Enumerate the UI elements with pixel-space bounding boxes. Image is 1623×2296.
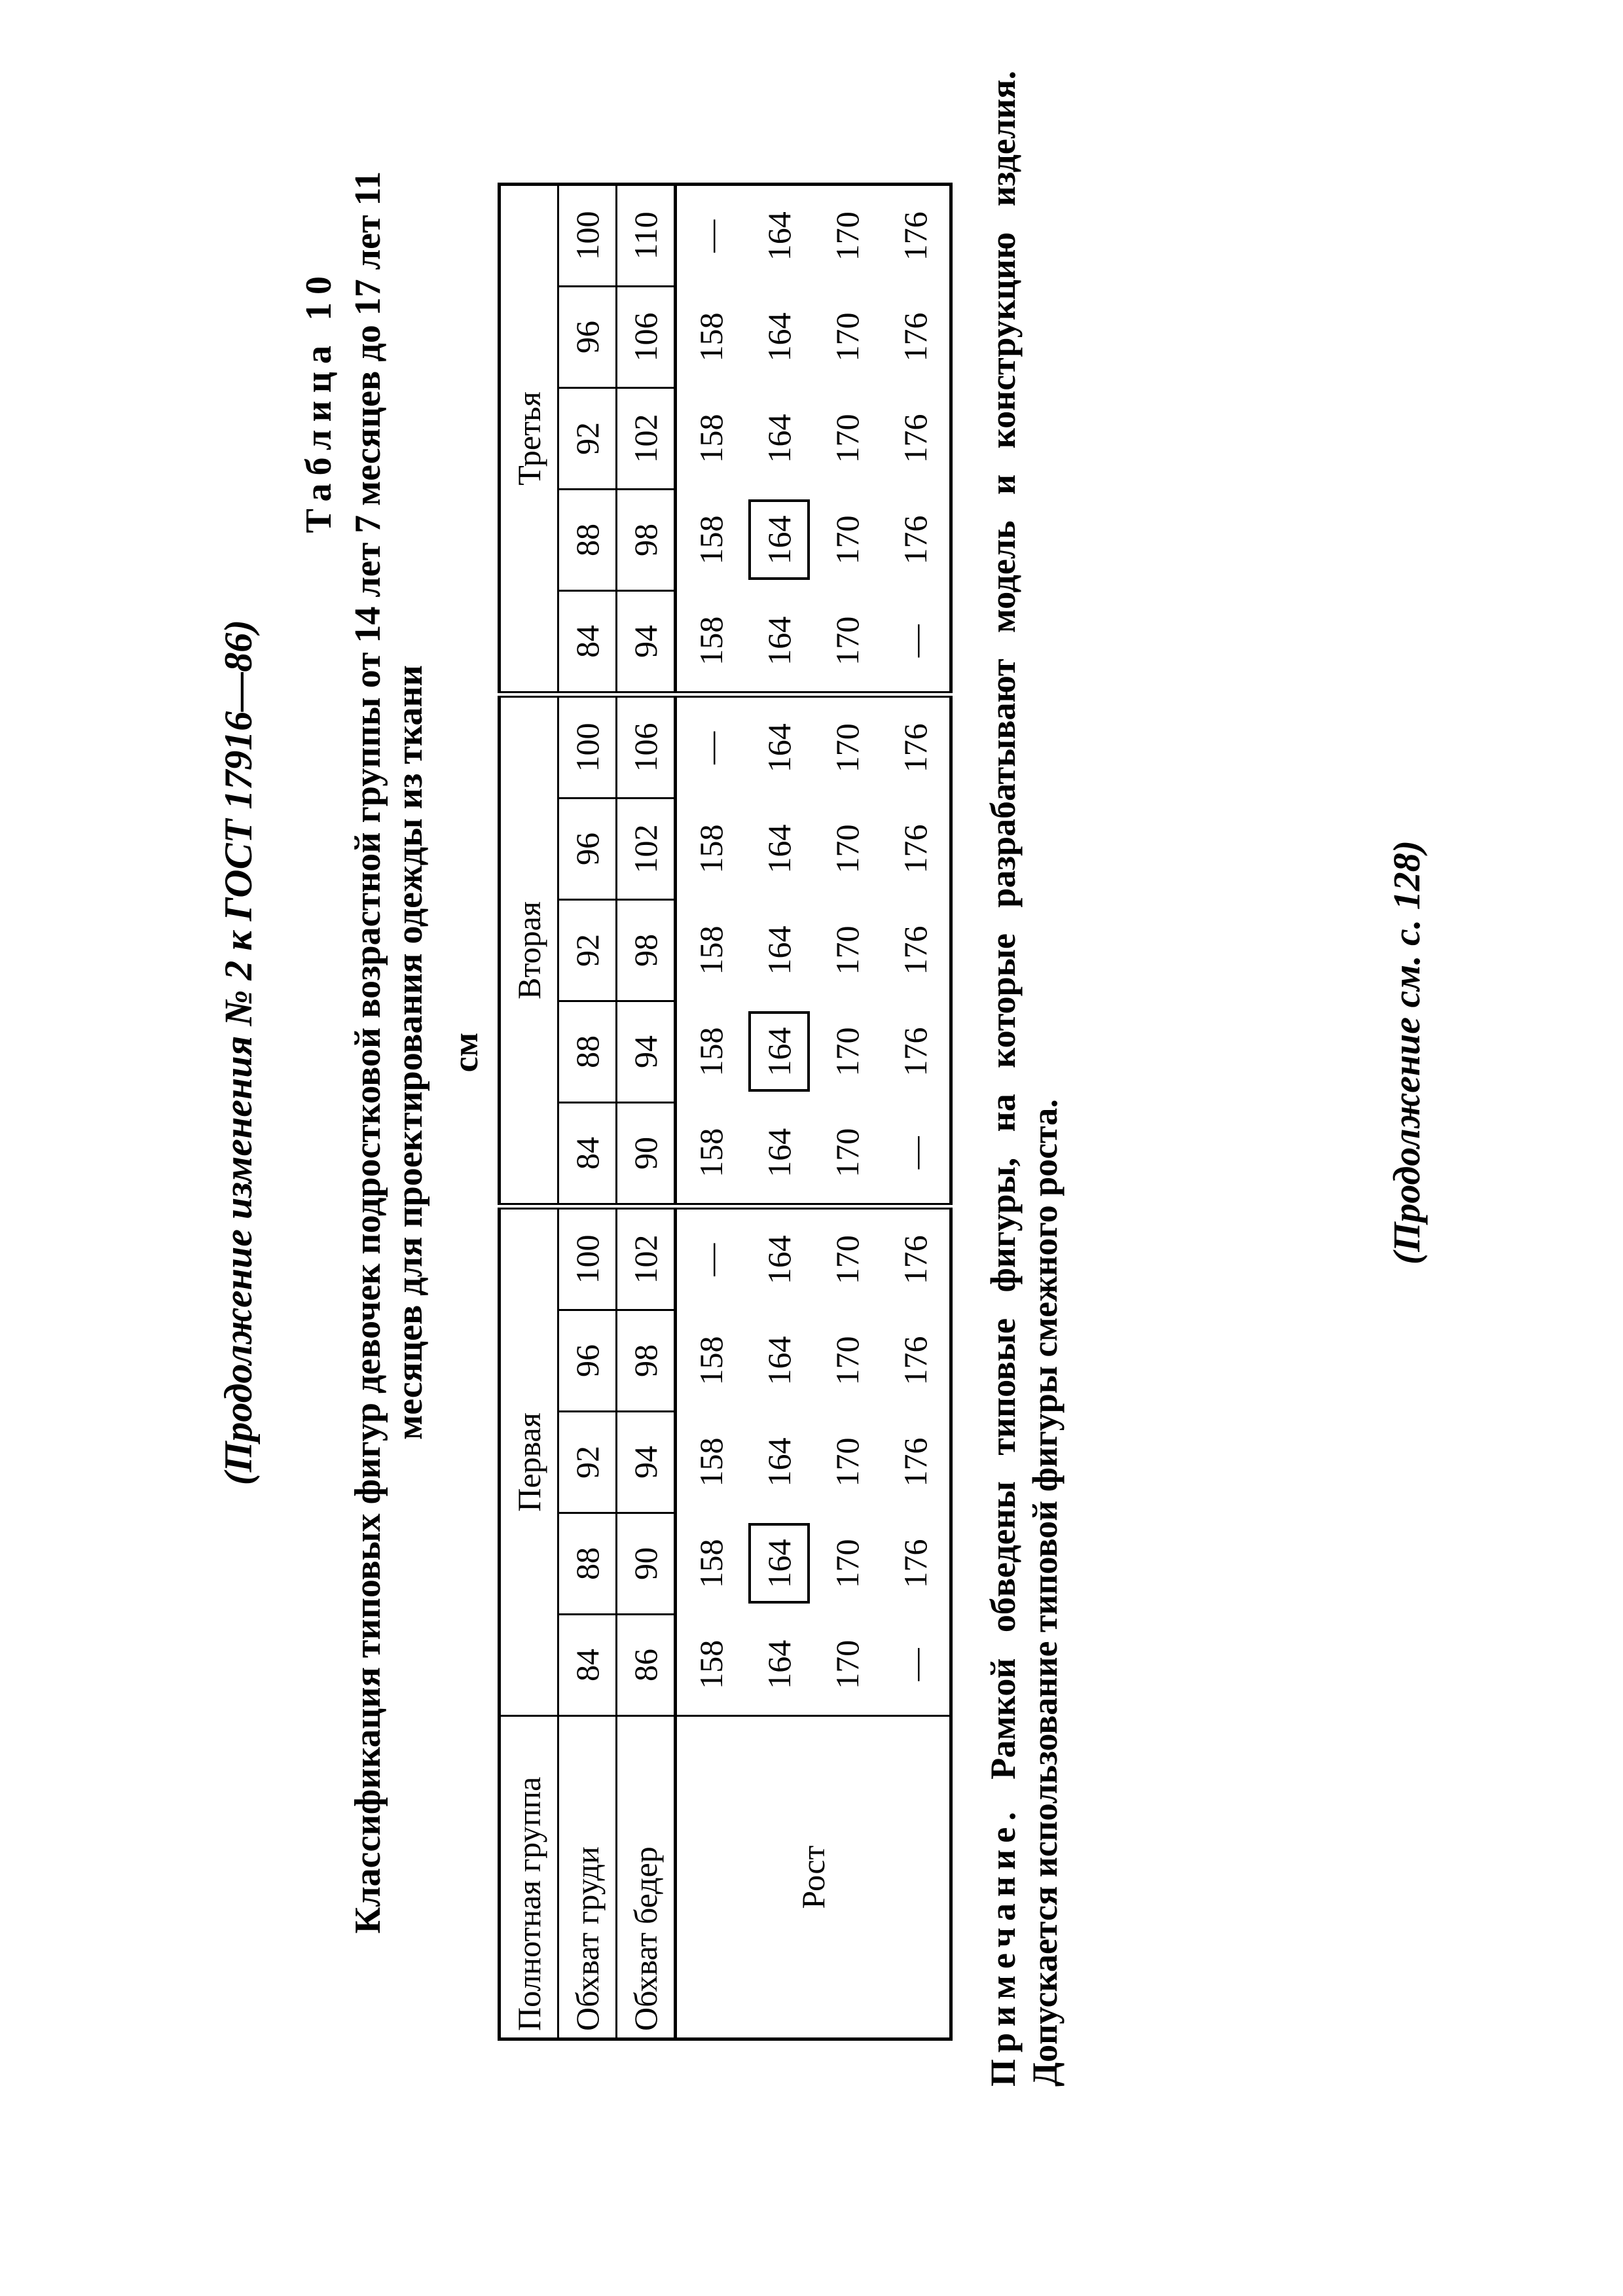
- group-name-second: Вторая: [500, 694, 558, 1206]
- base-figure-frame: 164: [748, 1524, 810, 1604]
- height-cell: 158: [676, 1103, 746, 1207]
- height-cell: 176: [897, 824, 934, 874]
- group-label: Полнотная группа: [500, 1716, 558, 2039]
- table-number: Таблица 10: [299, 268, 339, 533]
- height-cell-boxed: [745, 1513, 813, 1615]
- height-cell: 164: [761, 211, 797, 261]
- note-label: Примечание.: [983, 1805, 1023, 2087]
- figure-classification-table: [498, 183, 953, 2041]
- height-cell: 164: [761, 1437, 797, 1487]
- height-cell: 170: [829, 1336, 866, 1386]
- bust-cell: 100: [558, 1206, 617, 1310]
- height-cell: 170: [829, 211, 866, 261]
- group-header-row: [500, 185, 558, 2039]
- height-cell: 176: [897, 1437, 934, 1487]
- height-cell: 164: [745, 1103, 813, 1207]
- height-cell: 164: [745, 591, 813, 695]
- table-title: [347, 18, 431, 2087]
- height-row: [676, 185, 746, 2039]
- height-cell: 164: [761, 1640, 797, 1689]
- table-title-line-2: месяцев для проектирования одежды из ткани: [390, 665, 430, 1440]
- base-figure-frame: 164: [748, 500, 810, 581]
- hip-cell: 106: [617, 694, 676, 798]
- height-cell: 170: [829, 1235, 866, 1285]
- height-cell: 158: [676, 798, 746, 900]
- height-cell: 170: [829, 824, 866, 874]
- hip-cell: 102: [617, 388, 676, 490]
- bust-cell: 100: [558, 185, 617, 287]
- table-unit: см: [446, 1032, 485, 1073]
- height-cell-boxed: [745, 1001, 813, 1103]
- height-cell: 176: [897, 1235, 934, 1285]
- base-figure-frame: 164: [748, 1012, 810, 1092]
- height-cell: 158: [676, 1412, 746, 1513]
- bust-cell: 84: [558, 591, 617, 695]
- height-cell: —: [676, 694, 746, 798]
- height-cell: 176: [897, 723, 934, 773]
- height-cell: 176: [897, 925, 934, 975]
- continuation-header: (Продолжение изменения № 2 к ГОСТ 17916—86): [217, 619, 260, 1486]
- height-cell: 158: [676, 1615, 746, 1716]
- bust-cell: 96: [558, 1310, 617, 1412]
- hip-cell: 98: [617, 1310, 676, 1412]
- hip-cell: 90: [617, 1103, 676, 1207]
- height-cell: —: [676, 185, 746, 287]
- height-cell: 176: [897, 312, 934, 362]
- height-cell: 164: [761, 312, 797, 362]
- bust-cell: 96: [558, 798, 617, 900]
- bust-cell: 92: [558, 388, 617, 490]
- group-name-first: Первая: [500, 1206, 558, 1716]
- height-cell: 158: [676, 1310, 746, 1412]
- height-cell: 176: [897, 1027, 934, 1077]
- height-cell: 158: [676, 900, 746, 1001]
- height-cell: 158: [676, 1001, 746, 1103]
- height-cell: 170: [829, 925, 866, 975]
- height-cell: —: [897, 1648, 934, 1681]
- hip-cell: 102: [617, 1206, 676, 1310]
- hip-cell: 98: [617, 490, 676, 591]
- height-cell: 170: [829, 312, 866, 362]
- bust-cell: 92: [558, 1412, 617, 1513]
- height-cell: 176: [897, 211, 934, 261]
- footer-continuation: (Продолжение см. с. 128): [1385, 840, 1428, 1265]
- height-cell: 158: [676, 287, 746, 388]
- hip-cell: 94: [617, 591, 676, 695]
- height-cell: 170: [813, 1103, 881, 1207]
- bust-cell: 88: [558, 1001, 617, 1103]
- height-cell-boxed: [745, 490, 813, 591]
- height-cell: 170: [829, 1027, 866, 1077]
- hip-cell: 90: [617, 1513, 676, 1615]
- table-title-line-1: Классификация типовых фигур девочек подростковой возрастной группы от 14 лет 7 месяцев до 17 лет 11: [348, 171, 388, 1934]
- height-cell: —: [676, 1206, 746, 1310]
- height-cell: 170: [829, 515, 866, 565]
- note-text: Рамкой обведены типовые фигуры, на которые разрабатывают модель и конструкцию изделия. Допускается использование типовой фигуры смежного роста.: [983, 71, 1065, 2087]
- bust-cell: 96: [558, 287, 617, 388]
- bust-label: Обхват груди: [558, 1716, 617, 2039]
- hip-cell: 102: [617, 798, 676, 900]
- bust-row: [558, 185, 617, 2039]
- height-cell: 164: [761, 1336, 797, 1386]
- height-cell: 164: [761, 723, 797, 773]
- height-cell: 170: [829, 723, 866, 773]
- hip-cell: 94: [617, 1001, 676, 1103]
- height-cell: 170: [829, 414, 866, 463]
- hip-cell: 86: [617, 1615, 676, 1716]
- bust-cell: 84: [558, 1615, 617, 1716]
- height-cell: 170: [813, 591, 881, 695]
- height-cell: 158: [676, 388, 746, 490]
- hip-cell: 98: [617, 900, 676, 1001]
- height-cell: 176: [897, 515, 934, 565]
- table-note: [982, 71, 1066, 2087]
- height-cell: 164: [761, 824, 797, 874]
- height-cell: 170: [829, 1539, 866, 1588]
- height-label: Рост: [676, 1716, 951, 2039]
- bust-cell: 84: [558, 1103, 617, 1207]
- height-cell: 176: [897, 1539, 934, 1588]
- height-cell: 164: [761, 414, 797, 463]
- hip-label: Обхват бедер: [617, 1716, 676, 2039]
- group-name-third: Третья: [500, 185, 558, 695]
- hip-cell: 110: [617, 185, 676, 287]
- bust-cell: 92: [558, 900, 617, 1001]
- bust-cell: 88: [558, 1513, 617, 1615]
- height-cell: 176: [897, 1336, 934, 1386]
- height-cell: 170: [829, 1640, 866, 1689]
- height-cell: 170: [829, 1437, 866, 1487]
- hip-cell: 106: [617, 287, 676, 388]
- bust-cell: 100: [558, 694, 617, 798]
- height-cell: 176: [897, 414, 934, 463]
- hip-row: [617, 185, 676, 2039]
- height-cell: 164: [761, 1235, 797, 1285]
- hip-cell: 94: [617, 1412, 676, 1513]
- bust-cell: 88: [558, 490, 617, 591]
- height-cell: 158: [676, 490, 746, 591]
- height-cell: —: [881, 591, 951, 695]
- height-cell: 164: [761, 925, 797, 975]
- height-cell: —: [881, 1103, 951, 1207]
- height-cell: 158: [676, 591, 746, 695]
- height-cell: 158: [676, 1513, 746, 1615]
